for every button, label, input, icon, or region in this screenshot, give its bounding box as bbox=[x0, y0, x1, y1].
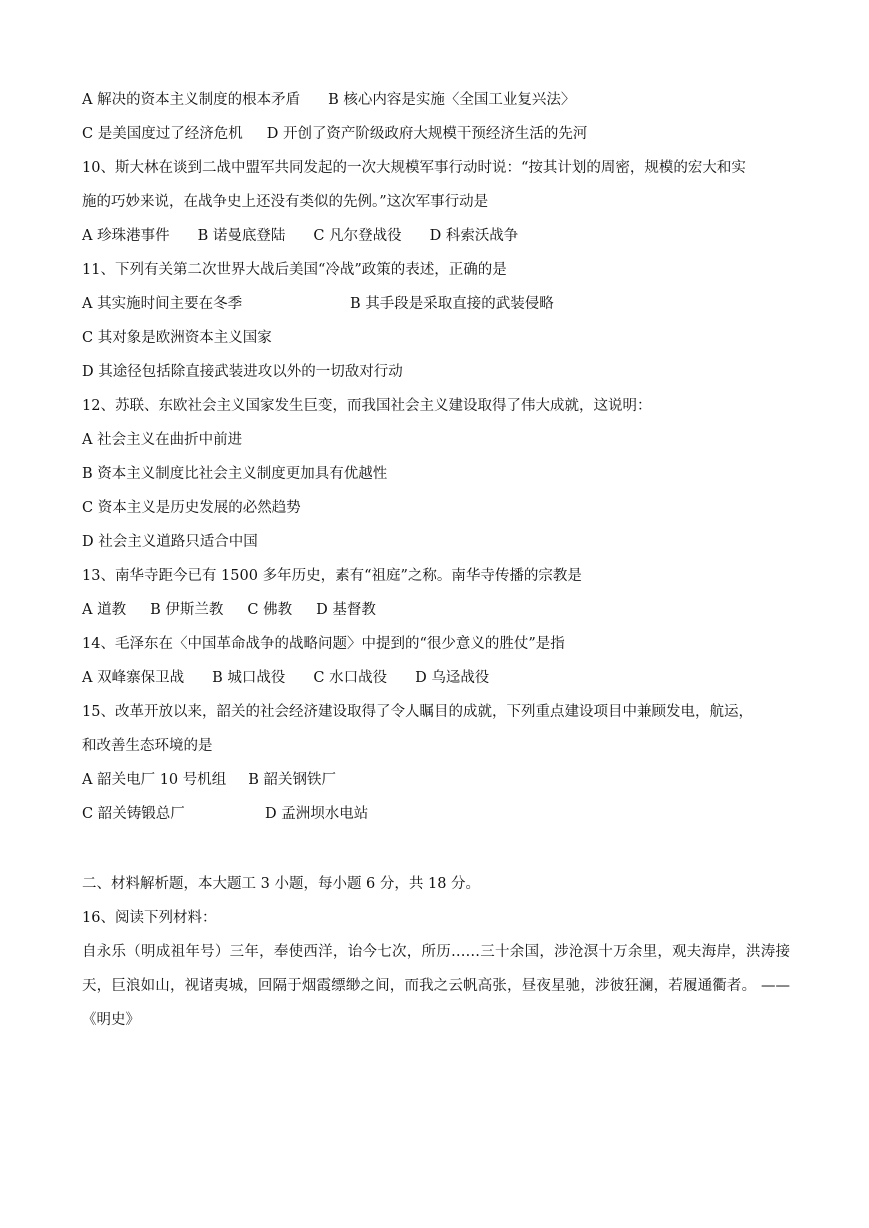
q13-option-c: C 佛教 bbox=[247, 602, 293, 618]
q11-options-row-1 bbox=[82, 294, 790, 314]
q13-option-b: B 伊斯兰教 bbox=[150, 602, 224, 618]
q9-options-row-1 bbox=[82, 90, 790, 110]
q16-material: 自永乐（明成祖年号）三年，奉使西洋，诒今七次，所历……三十余国，涉沧溟十万余里，观夫海岸，洪涛接天，巨浪如山，视诸夷城，回隔于烟霞缥缈之间，而我之云帆高张，昼夜星驰，涉彼狂澜，若履通衢者。 ——《明史》 bbox=[82, 944, 790, 1028]
q12-stem: 12、苏联、东欧社会主义国家发生巨变，而我国社会主义建设取得了伟大成就，这说明： bbox=[82, 398, 652, 414]
q10-option-d: D 科索沃战争 bbox=[429, 228, 519, 244]
q14-stem: 14、毛泽东在〈中国革命战争的战略问题〉中提到的“很少意义的胜仗”是指 bbox=[82, 636, 565, 652]
q10-options bbox=[82, 226, 790, 246]
q11-stem: 11、下列有关第二次世界大战后美国“冷战”政策的表述，正确的是 bbox=[82, 262, 507, 278]
q13-option-d: D 基督教 bbox=[316, 602, 376, 618]
q15-stem-line-2: 和改善生态环境的是 bbox=[82, 738, 213, 754]
q11-option-d: D 其途径包括除直接武装进攻以外的一切敌对行动 bbox=[82, 364, 403, 380]
q9-option-a: A 解决的资本主义制度的根本矛盾 bbox=[82, 92, 301, 108]
q11-option-b: B 其手段是采取直接的武装侵略 bbox=[350, 296, 554, 312]
q15-option-c: C 韶关铸锻总厂 bbox=[82, 806, 185, 822]
q14-option-a: A 双峰寨保卫战 bbox=[82, 670, 185, 686]
q9-option-b: B 核心内容是实施〈全国工业复兴法〉 bbox=[328, 92, 576, 108]
q14-option-c: C 水口战役 bbox=[313, 670, 388, 686]
q15-option-b: B 韶关钢铁厂 bbox=[248, 772, 337, 788]
q9-options-row-2 bbox=[82, 124, 790, 144]
q10-stem-line-1: 10、斯大林在谈到二战中盟军共同发起的一次大规模军事行动时说：“按其计划的周密，规模的宏大和实 bbox=[82, 160, 746, 176]
q13-option-a: A 道教 bbox=[82, 602, 127, 618]
q13-options bbox=[82, 600, 790, 620]
q16-stem: 16、阅读下列材料： bbox=[82, 910, 217, 926]
q15-option-a: A 韶关电厂 10 号机组 bbox=[82, 772, 227, 788]
q11-option-c: C 其对象是欧洲资本主义国家 bbox=[82, 330, 272, 346]
q10-option-c: C 凡尔登战役 bbox=[313, 228, 402, 244]
q10-option-b: B 诺曼底登陆 bbox=[197, 228, 286, 244]
q9-option-d: D 开创了资产阶级政府大规模干预经济生活的先河 bbox=[266, 126, 588, 142]
q12-option-a: A 社会主义在曲折中前进 bbox=[82, 432, 243, 448]
q15-option-d: D 孟洲坝水电站 bbox=[265, 806, 369, 822]
q12-option-d: D 社会主义道路只适合中国 bbox=[82, 534, 258, 550]
q14-option-b: B 城口战役 bbox=[212, 670, 286, 686]
q14-option-d: D 乌迳战役 bbox=[415, 670, 490, 686]
q15-stem-line-1: 15、改革开放以来，韶关的社会经济建设取得了令人瞩目的成就，下列重点建设项目中兼顾发电，航运， bbox=[82, 704, 753, 720]
q15-options-row-1 bbox=[82, 770, 790, 790]
q10-option-a: A 珍珠港事件 bbox=[82, 228, 170, 244]
section-2-heading: 二、材料解析题，本大题工 3 小题，每小题 6 分，共 18 分。 bbox=[82, 876, 481, 892]
q13-stem: 13、南华寺距今已有 1500 多年历史，素有“祖庭”之称。南华寺传播的宗教是 bbox=[82, 568, 582, 584]
q15-options-row-2 bbox=[82, 804, 790, 824]
q14-options bbox=[82, 668, 790, 688]
q12-option-c: C 资本主义是历史发展的必然趋势 bbox=[82, 500, 301, 516]
q12-option-b: B 资本主义制度比社会主义制度更加具有优越性 bbox=[82, 466, 388, 482]
q10-stem-line-2: 施的巧妙来说，在战争史上还没有类似的先例。”这次军事行动是 bbox=[82, 194, 489, 210]
q9-option-c: C 是美国度过了经济危机 bbox=[82, 126, 243, 142]
q11-option-a: A 其实施时间主要在冬季 bbox=[82, 296, 243, 312]
